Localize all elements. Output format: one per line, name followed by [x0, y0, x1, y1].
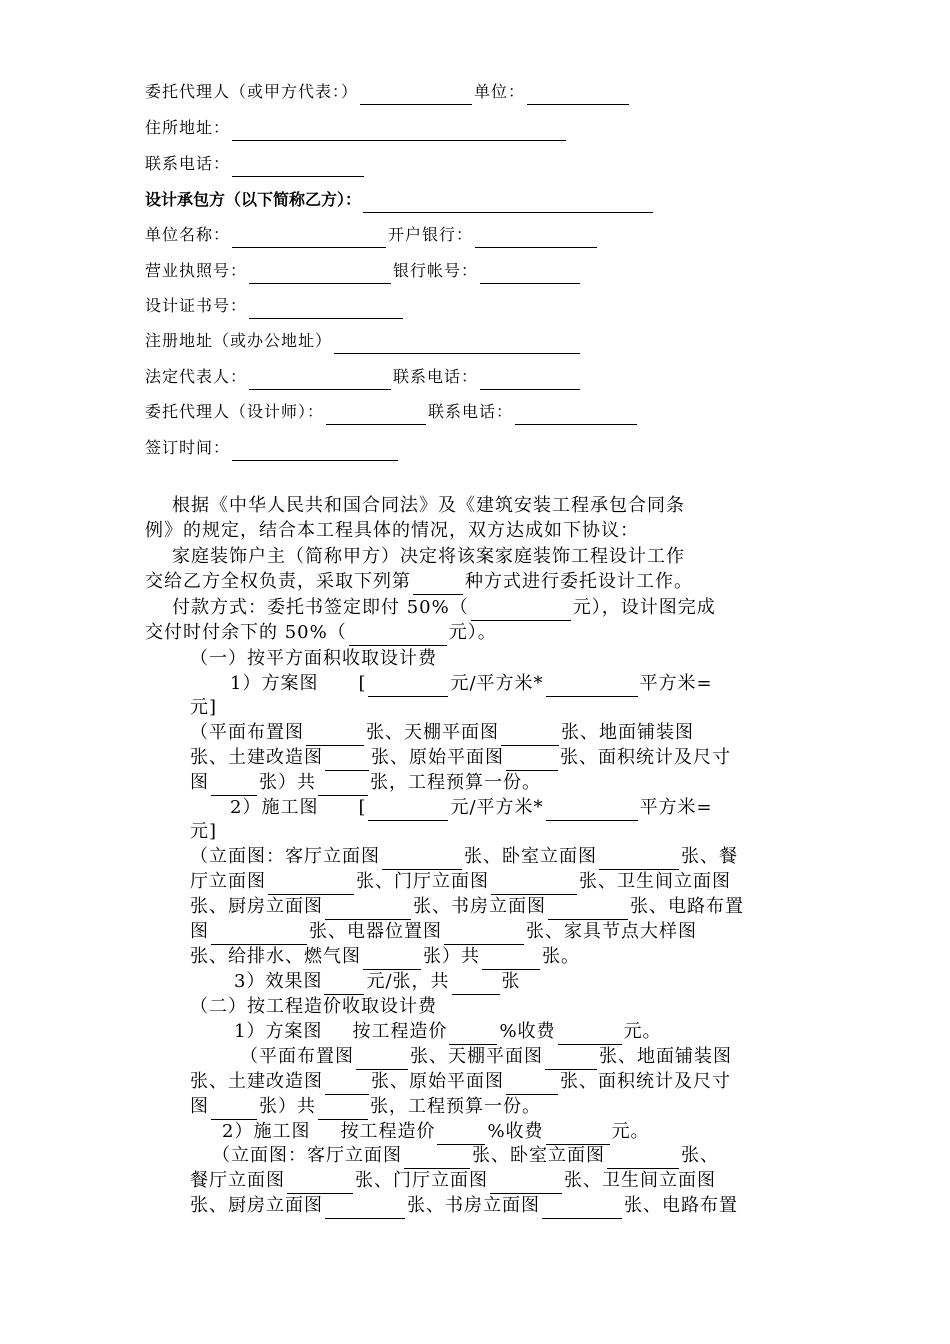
text-span: 张，工程预算一份。: [370, 1096, 541, 1117]
s1-plan-eq: 平方米=: [639, 673, 713, 694]
p3b-text-2: 元）。: [448, 622, 497, 643]
text-span: %收费: [487, 1121, 544, 1142]
p2b-text-2: 种方式进行委托设计工作。: [465, 571, 693, 592]
phone-row: [145, 151, 366, 177]
s1-plan-bracket: [: [358, 673, 367, 694]
text-span: 张。: [542, 946, 580, 967]
count-field[interactable]: [268, 874, 354, 895]
text-span: 张、天棚平面图: [410, 1046, 543, 1067]
party-b-row: [145, 187, 655, 213]
s2-line-2: [240, 1044, 732, 1070]
price-field[interactable]: [324, 974, 364, 995]
text-span: 张、地面铺装图: [599, 1046, 732, 1067]
text-span: 张、电器位置图: [309, 921, 442, 942]
reg-addr-row: [145, 328, 582, 354]
count-field[interactable]: [356, 1049, 408, 1070]
text-span: 张、: [681, 1145, 719, 1166]
count-field[interactable]: [363, 949, 421, 970]
s1-plan-label: 1）方案图: [230, 673, 319, 694]
count-field[interactable]: [404, 1148, 470, 1169]
text-span: （立面图：客厅立面图: [212, 1145, 402, 1166]
p2b-text-1: 交给乙方全权负责，采取下列第: [145, 571, 411, 592]
amount-field[interactable]: [558, 1024, 622, 1045]
legal-rep-row: [145, 364, 582, 390]
count-field[interactable]: [599, 849, 679, 870]
percent-field[interactable]: [449, 1024, 497, 1045]
advance-amount-field[interactable]: [471, 600, 571, 621]
text-span: 2）施工图: [222, 1121, 311, 1142]
text-span: 张、厨房立面图: [190, 1195, 323, 1216]
count-field[interactable]: [318, 1099, 368, 1120]
bank-label: 开户银行：: [388, 225, 474, 244]
count-field[interactable]: [542, 1198, 622, 1219]
count-field[interactable]: [490, 1173, 562, 1194]
count-field[interactable]: [506, 750, 558, 771]
text-span: 张、厨房立面图: [190, 896, 323, 917]
sign-time-label: 签订时间：: [145, 438, 231, 457]
text-span: （立面图：客厅立面图: [190, 846, 380, 867]
text-span: 张、餐: [681, 846, 738, 867]
text-span: 按工程造价: [352, 1021, 448, 1042]
count-field[interactable]: [482, 949, 540, 970]
count-field[interactable]: [211, 1099, 257, 1120]
text-span: （平面布置图: [190, 722, 304, 743]
count-field[interactable]: [325, 1074, 369, 1095]
p3a-text-2: 元），设计图完成: [572, 597, 716, 618]
unit-name-field[interactable]: [232, 227, 386, 248]
text-span: 餐厅立面图: [190, 1170, 285, 1191]
address-label: 住所地址：: [145, 118, 231, 137]
text-span: 按工程造价: [340, 1121, 436, 1142]
license-label: 营业执照号：: [145, 261, 248, 280]
s1-construction-label: 2）施工图: [230, 797, 319, 818]
text-span: 张）共: [259, 772, 316, 793]
text-span: 图: [190, 1096, 209, 1117]
license-field[interactable]: [249, 263, 391, 284]
text-span: 张、书房立面图: [413, 896, 546, 917]
text-span: 张，工程预算一份。: [370, 772, 541, 793]
text-span: （平面布置图: [240, 1046, 354, 1067]
text-span: 张、卫生间立面图: [564, 1170, 716, 1191]
account-label: 银行帐号：: [393, 261, 479, 280]
text-span: 张、卫生间立面图: [579, 871, 731, 892]
count-field[interactable]: [444, 924, 524, 945]
text-span: 张、原始平面图: [371, 1071, 504, 1092]
count-field[interactable]: [607, 1148, 679, 1169]
s2-line-8: [190, 1193, 738, 1219]
count-field[interactable]: [545, 1049, 597, 1070]
phone2-field[interactable]: [480, 369, 580, 390]
unit-name-row: [145, 222, 599, 248]
text-span: 厅立面图: [190, 871, 266, 892]
reg-addr-field[interactable]: [334, 333, 580, 354]
paragraph-2a: 家庭装饰户主（简称甲方）决定将该案家庭装饰工程设计工作: [172, 546, 685, 567]
s1-construction-row: [230, 795, 713, 821]
agent-a-field[interactable]: [360, 84, 472, 105]
text-span: 3）效果图: [234, 971, 323, 992]
text-span: 张、书房立面图: [407, 1195, 540, 1216]
text-span: 张、门厅立面图: [356, 871, 489, 892]
s1-construction-yuan: 元]: [190, 821, 218, 842]
unit-field[interactable]: [527, 84, 629, 105]
text-span: 张、电路布置: [630, 896, 744, 917]
text-span: 张）共: [259, 1096, 316, 1117]
count-field[interactable]: [548, 899, 628, 920]
balance-amount-field[interactable]: [349, 625, 447, 646]
count-field[interactable]: [382, 849, 462, 870]
s1-plan-row: [230, 671, 713, 697]
count-field[interactable]: [325, 899, 411, 920]
p3b-text-1: 交付时付余下的 50%（: [145, 622, 347, 643]
address-row: [145, 115, 568, 141]
s1-plan-area-field[interactable]: [546, 676, 638, 697]
text-span: 张、面积统计及尺寸: [560, 747, 731, 768]
count-field[interactable]: [306, 725, 364, 746]
percent-field[interactable]: [437, 1124, 485, 1145]
text-span: 张、土建改造图: [190, 747, 323, 768]
text-span: 张、给排水、燃气图: [190, 946, 361, 967]
text-span: 张: [501, 971, 521, 992]
reg-addr-label: 注册地址（或办公地址）: [145, 331, 333, 350]
cert-field[interactable]: [249, 298, 403, 319]
phone-field[interactable]: [232, 156, 364, 177]
account-field[interactable]: [480, 263, 580, 284]
address-field[interactable]: [232, 120, 566, 141]
agent-b-field[interactable]: [326, 404, 426, 425]
agent-b-row: [145, 399, 639, 425]
s2-line-3: [190, 1069, 731, 1095]
s1-line-2: [190, 720, 694, 746]
sign-time-field[interactable]: [232, 440, 398, 461]
phone3-field[interactable]: [515, 404, 637, 425]
text-span: 元。: [623, 1021, 662, 1042]
text-span: 张、面积统计及尺寸: [560, 1071, 731, 1092]
text-span: 平方米=: [639, 797, 713, 818]
p3a-text-1: 付款方式：委托书签定即付 50%（: [172, 597, 469, 618]
text-span: 张）共: [423, 946, 480, 967]
phone3-label: 联系电话：: [428, 402, 514, 421]
s1-line-3: [190, 745, 731, 771]
text-span: 张、门厅立面图: [355, 1170, 488, 1191]
text-span: 张、卧室立面图: [472, 1145, 605, 1166]
method-number-field[interactable]: [413, 574, 463, 595]
text-span: 张、土建改造图: [190, 1071, 323, 1092]
phone-label: 联系电话：: [145, 154, 231, 173]
text-span: 张、家具节点大样图: [526, 921, 697, 942]
count-field[interactable]: [318, 775, 368, 796]
bank-field[interactable]: [475, 227, 597, 248]
paragraph-1a: 根据《中华人民共和国合同法》及《建筑安装工程承包合同条: [172, 495, 685, 516]
text-span: 张、天棚平面图: [366, 722, 499, 743]
section-1-title: （一）按平方面积收取设计费: [190, 648, 437, 669]
text-span: 张、卧室立面图: [464, 846, 597, 867]
paragraph-1b: 例》的规定，结合本工程具体的情况，双方达成如下协议：: [145, 520, 639, 541]
text-span: 图: [190, 921, 209, 942]
agent-a-label: 委托代理人（或甲方代表：）: [145, 82, 359, 101]
s2-line-7: [190, 1168, 716, 1194]
legal-rep-field[interactable]: [249, 369, 391, 390]
text-span: 张、电路布置: [624, 1195, 738, 1216]
text-span: %收费: [499, 1021, 556, 1042]
count-field[interactable]: [325, 750, 369, 771]
cert-label: 设计证书号：: [145, 296, 248, 315]
count-field[interactable]: [325, 1198, 405, 1219]
s1-effect-row: [234, 969, 521, 995]
count-field[interactable]: [452, 974, 500, 995]
count-field[interactable]: [491, 874, 577, 895]
text-span: 1）方案图: [234, 1021, 323, 1042]
s1-plan-rate-field[interactable]: [368, 676, 448, 697]
party-b-field[interactable]: [363, 192, 653, 213]
text-span: 图: [190, 772, 209, 793]
s1-plan-unit: 元/平方米*: [450, 673, 544, 694]
s2-line-6: [212, 1143, 719, 1169]
text-span: 元/张，共: [366, 971, 450, 992]
s2-plan-row: [234, 1019, 662, 1045]
text-span: [: [358, 797, 367, 818]
count-field[interactable]: [287, 1173, 353, 1194]
count-field[interactable]: [501, 725, 559, 746]
s1-line-9: [190, 919, 697, 945]
party-b-label: 设计承包方（以下简称乙方）：: [145, 190, 362, 209]
agent-a-row: [145, 79, 631, 105]
unit-label: 单位：: [474, 82, 526, 101]
paragraph-2b: [145, 569, 693, 595]
count-field[interactable]: [506, 1074, 558, 1095]
license-row: [145, 258, 582, 284]
cert-row: [145, 293, 405, 319]
area-field[interactable]: [546, 800, 638, 821]
s1-plan-yuan: 元]: [190, 697, 218, 718]
s1-line-4: [190, 770, 541, 796]
count-field[interactable]: [211, 775, 257, 796]
text-span: 张、原始平面图: [371, 747, 504, 768]
s1-line-7: [190, 869, 731, 895]
count-field[interactable]: [211, 924, 307, 945]
agent-b-label: 委托代理人（设计师）：: [145, 402, 325, 421]
paragraph-3b: [145, 620, 497, 646]
phone2-label: 联系电话：: [393, 367, 479, 386]
paragraph-3a: [172, 595, 716, 621]
text-span: 元/平方米*: [450, 797, 544, 818]
rate-field[interactable]: [368, 800, 448, 821]
s1-line-10: [190, 944, 580, 970]
section-2-title: （二）按工程造价收取设计费: [190, 996, 437, 1017]
sign-time-row: [145, 435, 400, 461]
s1-line-8: [190, 894, 744, 920]
s1-line-6: [190, 844, 738, 870]
s2-construction-row: [222, 1119, 650, 1145]
unit-name-label: 单位名称：: [145, 225, 231, 244]
text-span: 张、地面铺装图: [561, 722, 694, 743]
text-span: 元。: [611, 1121, 650, 1142]
s2-line-4: [190, 1094, 541, 1120]
amount-field[interactable]: [546, 1124, 610, 1145]
legal-rep-label: 法定代表人：: [145, 367, 248, 386]
